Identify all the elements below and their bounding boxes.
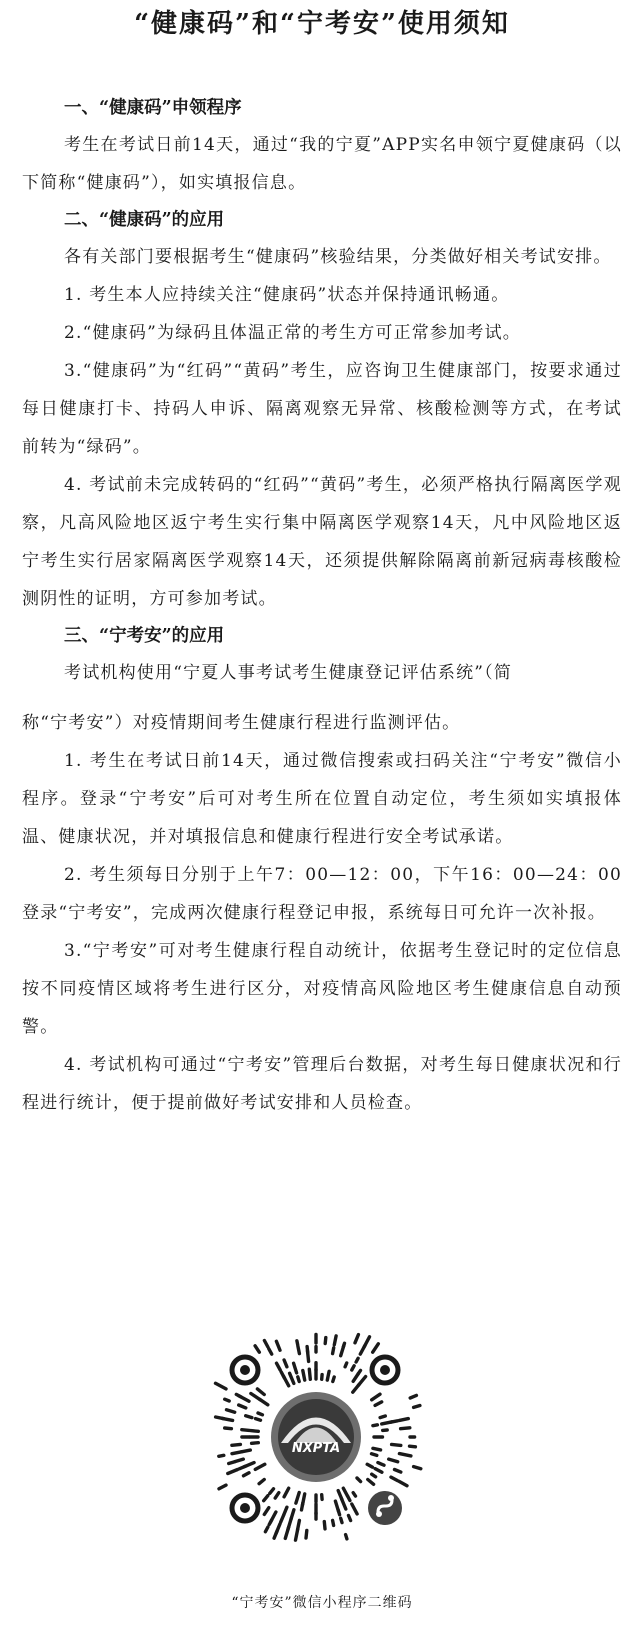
qr-code-dash [298, 1377, 299, 1382]
qr-code-dash [264, 1496, 268, 1501]
qr-code-dash [242, 1430, 250, 1431]
qr-code-dash [298, 1346, 300, 1353]
qr-code-dash [255, 1346, 259, 1352]
qr-code-dash [375, 1469, 382, 1473]
qr-code-dash [303, 1371, 305, 1381]
logo-text: NXPTA [291, 1441, 341, 1456]
qr-code-dash [327, 1371, 329, 1380]
qr-code-dash [236, 1394, 241, 1397]
qr-code-dash [364, 1337, 369, 1347]
qr-code-dash [356, 1358, 358, 1362]
qr-code-dash [232, 1444, 241, 1445]
section-2-paragraph-1: 各有关部门要根据考生“健康码”核验结果，分类做好相关考试安排。 [64, 247, 612, 267]
qr-code-dash [352, 1366, 354, 1370]
section-3-paragraph-4: 3.“宁考安”可对考生健康行程自动统计，依据考生登记时的定位信息按不同疫情区域将考生进行区分，对疫情高风险地区考生健康信息自动预警。 [22, 941, 622, 1037]
qr-code-dash [391, 1421, 398, 1422]
qr-code-dash [333, 1520, 334, 1525]
section-2-paragraph-2: 1. 考生本人应持续关注“健康码”状态并保持通讯畅通。 [64, 285, 510, 305]
qr-code-dash [399, 1481, 407, 1485]
qr-code-dash [380, 1416, 385, 1418]
qr-code-dash [373, 1448, 381, 1450]
section-3-heading: 三、“宁考安”的应用 [64, 626, 225, 646]
qr-code-dash [342, 1499, 346, 1509]
qr-code-dash [324, 1522, 325, 1529]
qr-code-dash [359, 1377, 366, 1386]
qr-code-dash [333, 1348, 334, 1354]
qr-code-dash [274, 1531, 277, 1538]
qr-code-dash [232, 1452, 242, 1454]
qr-code-dash [309, 1369, 310, 1379]
qr-code-dash [284, 1507, 287, 1515]
qr-code-dash [338, 1510, 340, 1515]
qr-code-dash [229, 1462, 235, 1464]
qr-finder-top-right [372, 1357, 398, 1383]
section-2-paragraph-3: 2.“健康码”为绿码且体温正常的考生方可正常参加考试。 [64, 323, 522, 343]
qr-code-dash [276, 1341, 280, 1350]
qr-code-dash [346, 1535, 347, 1539]
qr-code-dash [269, 1349, 272, 1354]
qr-code-dash [333, 1377, 334, 1382]
qr-code-dash [219, 1485, 226, 1489]
qr-code-dash [281, 1372, 284, 1378]
qr-code-dash [239, 1405, 246, 1408]
qr-code-dash [368, 1480, 374, 1485]
qr-code-dash [290, 1373, 294, 1383]
qr-code-dash [349, 1516, 351, 1521]
qr-code-dash [265, 1527, 268, 1532]
qr-code-dash [373, 1344, 379, 1352]
qr-code-dash [375, 1402, 382, 1406]
section-3-paragraph-2: 1. 考生在考试日前14天，通过微信搜索或扫码关注“宁考安”微信小程序。登录“宁考安”后可对考生所在位置自动定位，考生须如实填报体温、健康状况，并对填报信息和健康行程进行安全考试承诺。 [22, 751, 622, 847]
section-2-paragraph-5: 4. 考试前未完成转码的“红码”“黄码”考生，必须严格执行隔离医学观察，凡高风险地区返宁考生实行集中隔离医学观察14天，凡中风险地区返宁考生实行居家隔离医学观察14天，还须提供解除隔离前新冠病毒核酸检测阴性的证明，方可参加考试。 [22, 475, 622, 609]
section-3-paragraph-1-cont: 称“宁考安”）对疫情期间考生健康行程进行监测评估。 [22, 713, 461, 733]
qr-code-dash [353, 1493, 355, 1496]
qr-code-dash [348, 1496, 350, 1500]
qr-code-dash [367, 1464, 372, 1467]
qr-code-dash [410, 1446, 416, 1447]
qr-code-dash [392, 1444, 401, 1445]
qr-code-dash [269, 1520, 272, 1525]
qr-code-dash [252, 1443, 259, 1444]
qr-code-dash [228, 1470, 238, 1474]
qr-code-dash [391, 1477, 397, 1480]
section-3-paragraph-3: 2. 考生须每日分别于上午7：00—12：00，下午16：00—24：00登录“宁考安”，完成两次健康行程登记申报，系统每日可允许一次补报。 [22, 865, 622, 923]
qr-code-dash [334, 1336, 336, 1345]
qr-code-dash [216, 1383, 227, 1389]
qr-code-dash [239, 1466, 246, 1469]
qr-code-dash [399, 1419, 408, 1421]
qr-code-dash [225, 1428, 232, 1429]
qr-code-dash [216, 1417, 224, 1419]
qr-code-dash [389, 1459, 398, 1462]
qr-code-dash [244, 1473, 250, 1476]
qr-code-dash [294, 1363, 297, 1373]
qr-code-dash [414, 1406, 420, 1408]
qr-code-dash [357, 1478, 361, 1482]
qr-code-dash [251, 1394, 260, 1400]
qr-code-dash [343, 1343, 344, 1347]
mini-program-qr-code [209, 1330, 423, 1544]
qr-code-dash [372, 1394, 380, 1400]
qr-code-dash [307, 1347, 308, 1353]
qr-code-dash [284, 1488, 289, 1497]
section-2-paragraph-4: 3.“健康码”为“红码”“黄码”考生，应咨询卫生健康部门，按要求通过每日健康打卡、持码人申诉、隔离观察无异常、核酸检测等方式，在考试前转为“绿码”。 [22, 361, 622, 457]
section-1-heading: 一、“健康码”申领程序 [64, 98, 242, 118]
mini-program-badge-icon [368, 1491, 402, 1525]
qr-code-dash [401, 1428, 410, 1429]
qr-code-dash [227, 1410, 235, 1413]
qr-code-dash [285, 1527, 288, 1538]
qr-caption: “宁考安”微信小程序二维码 [231, 1595, 413, 1611]
qr-code-dash [246, 1416, 252, 1418]
qr-code-dash [257, 1389, 264, 1395]
qr-code-dash [378, 1463, 384, 1466]
qr-code-dash [277, 1363, 281, 1370]
qr-code-dash [341, 1518, 342, 1522]
qr-code-dash [355, 1335, 358, 1343]
section-1-paragraph-1: 考生在考试日前14天，通过“我的宁夏”APP实名申领宁夏健康码（以下简称“健康码”），如实填报信息。 [22, 135, 622, 193]
section-2-heading: 二、“健康码”的应用 [64, 210, 225, 230]
qr-code-dash [395, 1470, 401, 1473]
qr-code-dash [296, 1493, 299, 1504]
qr-code-dash [264, 1341, 268, 1348]
nxpta-logo [266, 1387, 366, 1487]
section-3-paragraph-5: 4. 考试机构可通过“宁考安”管理后台数据，对考生每日健康状况和行程进行统计，便于提前做好考试安排和人员检查。 [22, 1055, 622, 1113]
qr-code-dash [259, 1480, 264, 1484]
qr-code-dash [219, 1455, 224, 1456]
qr-code-dash [270, 1489, 274, 1494]
qr-finder-top-left [232, 1357, 258, 1383]
qr-code-dash [302, 1503, 303, 1510]
qr-code-dash [414, 1467, 421, 1469]
qr-code-dash [275, 1493, 279, 1498]
qr-finder-bottom-left [232, 1495, 258, 1521]
qr-code-dash [255, 1464, 264, 1469]
qr-code-dash [281, 1516, 284, 1523]
qr-code-dash [225, 1399, 230, 1401]
qr-code-dash [306, 1531, 307, 1539]
qr-code-dash [264, 1508, 269, 1515]
qr-code-dash [358, 1370, 360, 1373]
qr-code-dash [251, 1431, 259, 1432]
document-body [22, 90, 622, 1122]
qr-code-dash [372, 1474, 376, 1477]
qr-code-dash [373, 1425, 378, 1426]
qr-code-dash [258, 1413, 262, 1415]
page-title: “健康码”和“宁考安”使用须知 [134, 9, 510, 39]
qr-code-dash [284, 1360, 287, 1367]
qr-code-dash [297, 1341, 298, 1345]
section-3-paragraph-1: 考试机构使用“宁夏人事考试考生健康登记评估系统”（简 [64, 663, 513, 683]
qr-code-dash [410, 1395, 416, 1398]
qr-code-dash [372, 1454, 377, 1456]
qr-code-dash [345, 1363, 347, 1367]
qr-code-dash [399, 1454, 411, 1456]
qr-code-dash [256, 1419, 261, 1421]
qr-code-dash [352, 1504, 357, 1514]
qr-code-dash [296, 1529, 298, 1540]
qr-code-dash [325, 1338, 326, 1344]
